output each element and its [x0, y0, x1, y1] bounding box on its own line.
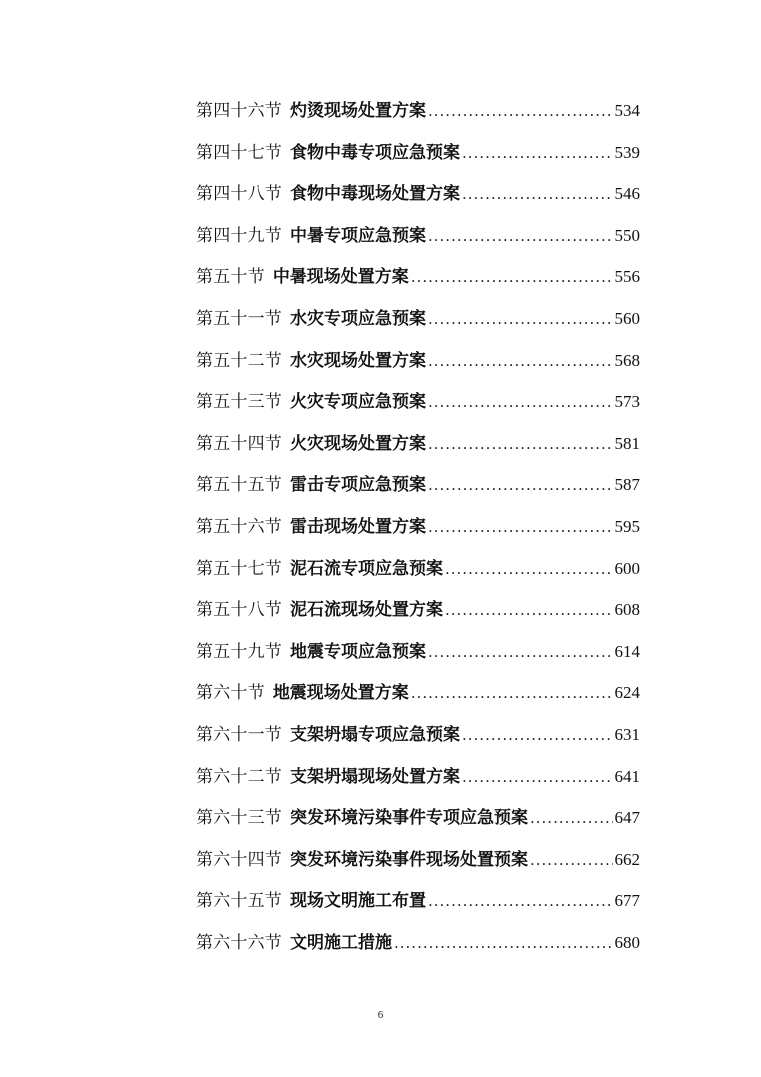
- section-number: 第六十节: [196, 683, 265, 704]
- section-title: 突发环境污染事件专项应急预案: [290, 808, 528, 829]
- section-number: 第四十八节: [196, 184, 282, 205]
- toc-entry[interactable]: [196, 672, 640, 714]
- page-number: 573: [614, 392, 640, 412]
- toc-entry[interactable]: [196, 423, 640, 465]
- toc-entry[interactable]: [196, 381, 640, 423]
- dot-leader: [462, 174, 613, 216]
- dot-leader: [411, 673, 613, 715]
- page-number: 631: [614, 724, 640, 744]
- page-number: 595: [614, 516, 640, 536]
- dot-leader: [428, 91, 613, 133]
- dot-leader: [428, 216, 613, 258]
- section-title: 文明施工措施: [290, 932, 392, 953]
- section-title: 现场文明施工布置: [290, 891, 426, 912]
- section-title: 雷击现场处置方案: [290, 516, 426, 537]
- toc-entry[interactable]: [196, 839, 640, 881]
- toc-entry[interactable]: [196, 298, 640, 340]
- section-title: 火灾现场处置方案: [290, 433, 426, 454]
- section-title: 支架坍塌专项应急预案: [290, 724, 460, 745]
- toc-entry[interactable]: [196, 215, 640, 257]
- section-number: 第五十四节: [196, 433, 282, 454]
- page-number: 614: [614, 641, 640, 661]
- dot-leader: [428, 424, 613, 466]
- page-number: 641: [614, 766, 640, 786]
- section-number: 第五十节: [196, 267, 265, 288]
- section-title: 灼烫现场处置方案: [290, 101, 426, 121]
- section-title: 突发环境污染事件现场处置预案: [290, 849, 528, 870]
- section-number: 第四十九节: [196, 225, 282, 246]
- dot-leader: [428, 632, 613, 674]
- toc-entry[interactable]: [196, 132, 640, 174]
- page-number: 677: [614, 891, 640, 911]
- section-number: 第五十二节: [196, 350, 282, 371]
- page-number: 587: [614, 475, 640, 495]
- dot-leader: [445, 549, 613, 591]
- section-number: 第六十三节: [196, 808, 282, 829]
- section-number: 第四十七节: [196, 142, 282, 163]
- page-number: 556: [614, 267, 640, 287]
- section-title: 水灾专项应急预案: [290, 308, 426, 329]
- dot-leader: [530, 840, 613, 882]
- toc-entry[interactable]: [196, 631, 640, 673]
- dot-leader: [428, 881, 613, 923]
- toc-entry[interactable]: [196, 922, 640, 964]
- table-of-contents: [196, 90, 640, 963]
- page-number: 624: [614, 683, 640, 703]
- section-title: 中暑专项应急预案: [290, 225, 426, 246]
- dot-leader: [462, 757, 613, 799]
- dot-leader: [428, 299, 613, 341]
- toc-entry[interactable]: [196, 506, 640, 548]
- dot-leader: [462, 133, 613, 175]
- dot-leader: [428, 465, 613, 507]
- toc-entry[interactable]: [196, 714, 640, 756]
- toc-entry[interactable]: [196, 756, 640, 798]
- section-number: 第四十六节: [196, 101, 282, 121]
- section-title: 水灾现场处置方案: [290, 350, 426, 371]
- section-number: 第六十五节: [196, 891, 282, 912]
- section-title: 泥石流现场处置方案: [290, 600, 443, 621]
- section-number: 第六十六节: [196, 932, 282, 953]
- section-number: 第五十八节: [196, 600, 282, 621]
- section-title: 泥石流专项应急预案: [290, 558, 443, 579]
- section-number: 第五十七节: [196, 558, 282, 579]
- section-number: 第六十四节: [196, 849, 282, 870]
- toc-entry[interactable]: [196, 256, 640, 298]
- dot-leader: [445, 590, 613, 632]
- dot-leader: [462, 715, 613, 757]
- section-number: 第六十一节: [196, 724, 282, 745]
- page-number: 560: [614, 308, 640, 328]
- page-number: 608: [614, 600, 640, 620]
- toc-entry[interactable]: [196, 548, 640, 590]
- page-number: 581: [614, 433, 640, 453]
- page-number: 534: [614, 101, 640, 120]
- toc-entry[interactable]: [196, 589, 640, 631]
- toc-entry[interactable]: [196, 173, 640, 215]
- section-title: 食物中毒现场处置方案: [290, 184, 460, 205]
- section-title: 地震现场处置方案: [272, 683, 409, 704]
- section-number: 第五十九节: [196, 641, 282, 662]
- toc-entry[interactable]: [196, 90, 640, 132]
- section-title: 雷击专项应急预案: [290, 475, 426, 496]
- page-number: 680: [614, 932, 640, 952]
- footer-page-number: 6: [377, 1009, 384, 1021]
- toc-entry[interactable]: [196, 464, 640, 506]
- dot-leader: [428, 341, 613, 383]
- section-number: 第五十一节: [196, 308, 282, 329]
- toc-entry[interactable]: [196, 880, 640, 922]
- toc-entry[interactable]: [196, 797, 640, 839]
- page-number: 662: [614, 849, 640, 869]
- page-number: 568: [614, 350, 640, 370]
- section-title: 中暑现场处置方案: [272, 267, 409, 288]
- dot-leader: [394, 923, 613, 965]
- page-number: 647: [614, 808, 640, 828]
- section-number: 第五十三节: [196, 392, 282, 413]
- page-number: 600: [614, 558, 640, 578]
- section-title: 支架坍塌现场处置方案: [290, 766, 460, 787]
- toc-entry[interactable]: [196, 340, 640, 382]
- section-title: 食物中毒专项应急预案: [290, 142, 460, 163]
- page-number: 539: [614, 142, 640, 162]
- page-number: 550: [614, 225, 640, 245]
- dot-leader: [530, 798, 613, 840]
- section-number: 第五十五节: [196, 475, 282, 496]
- page-number: 546: [614, 184, 640, 204]
- section-title: 火灾专项应急预案: [290, 392, 426, 413]
- section-title: 地震专项应急预案: [290, 641, 426, 662]
- dot-leader: [428, 382, 613, 424]
- section-number: 第五十六节: [196, 516, 282, 537]
- dot-leader: [411, 257, 613, 299]
- section-number: 第六十二节: [196, 766, 282, 787]
- dot-leader: [428, 507, 613, 549]
